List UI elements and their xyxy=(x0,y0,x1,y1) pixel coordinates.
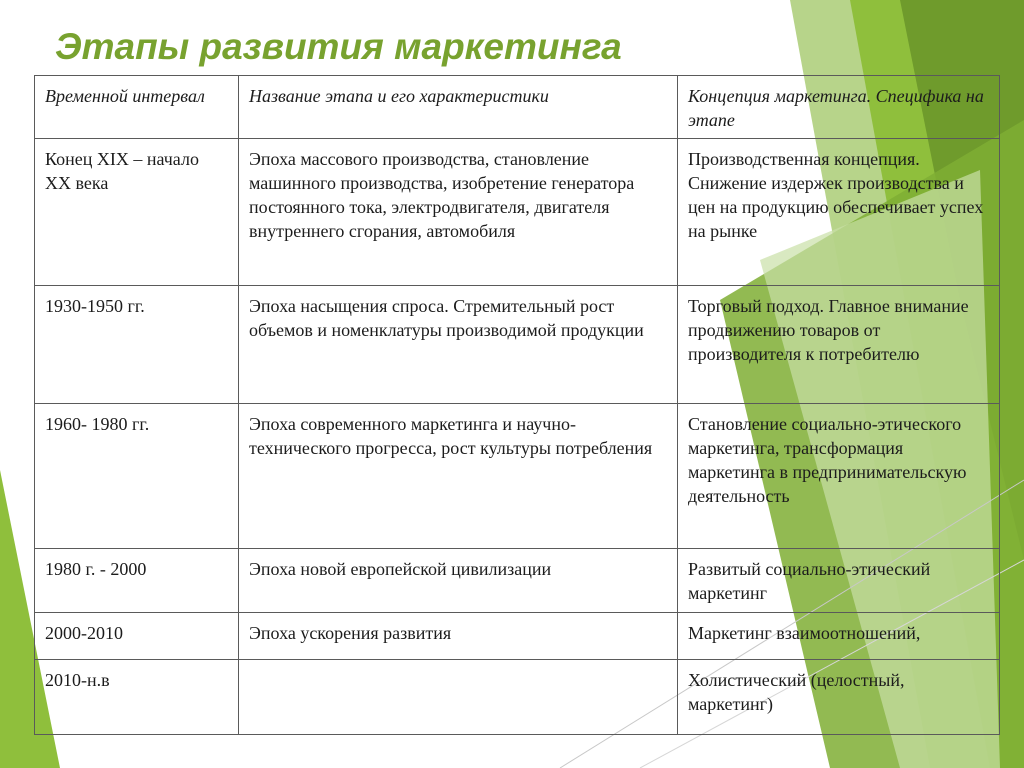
cell-stage: Эпоха массового производства, становление машинного производства, изобретение генератора постоянного тока, электродвигателя, двигателя внутреннего сгорания, автомобиля xyxy=(239,139,678,286)
table-row xyxy=(35,139,1000,286)
cell-concept: Холистический (целостный, маркетинг) xyxy=(678,660,1000,735)
cell-stage: Эпоха ускорения развития xyxy=(239,613,678,660)
cell-interval: 1930-1950 гг. xyxy=(35,286,239,404)
slide-title: Этапы развития маркетинга xyxy=(55,26,622,67)
cell-concept: Развитый социально-этический маркетинг xyxy=(678,549,1000,613)
cell-interval: Конец XIX – начало XX века xyxy=(35,139,239,286)
cell-interval: 1980 г. - 2000 xyxy=(35,549,239,613)
table-header-row xyxy=(35,76,1000,139)
header-stage: Название этапа и его характеристики xyxy=(239,76,678,139)
cell-interval: 1960- 1980 гг. xyxy=(35,404,239,549)
cell-interval: 2010-н.в xyxy=(35,660,239,735)
header-interval: Временной интервал xyxy=(35,76,239,139)
cell-concept: Торговый подход. Главное внимание продвижению товаров от производителя к потребителю xyxy=(678,286,1000,404)
table-row xyxy=(35,286,1000,404)
cell-concept: Маркетинг взаимоотношений, xyxy=(678,613,1000,660)
marketing-stages-table xyxy=(34,75,1000,735)
cell-stage: Эпоха новой европейской цивилизации xyxy=(239,549,678,613)
header-concept: Концепция маркетинга. Специфика на этапе xyxy=(678,76,1000,139)
cell-concept: Производственная концепция. Снижение издержек производства и цен на продукцию обеспечивает успех на рынке xyxy=(678,139,1000,286)
table-row xyxy=(35,660,1000,735)
table-row xyxy=(35,549,1000,613)
cell-stage: Эпоха современного маркетинга и научно-технического прогресса, рост культуры потребления xyxy=(239,404,678,549)
cell-stage xyxy=(239,660,678,735)
table-row xyxy=(35,404,1000,549)
cell-stage: Эпоха насыщения спроса. Стремительный рост объемов и номенклатуры производимой продукции xyxy=(239,286,678,404)
table-row xyxy=(35,613,1000,660)
cell-concept: Становление социально-этического маркетинга, трансформация маркетинга в предпринимательскую деятельность xyxy=(678,404,1000,549)
cell-interval: 2000-2010 xyxy=(35,613,239,660)
